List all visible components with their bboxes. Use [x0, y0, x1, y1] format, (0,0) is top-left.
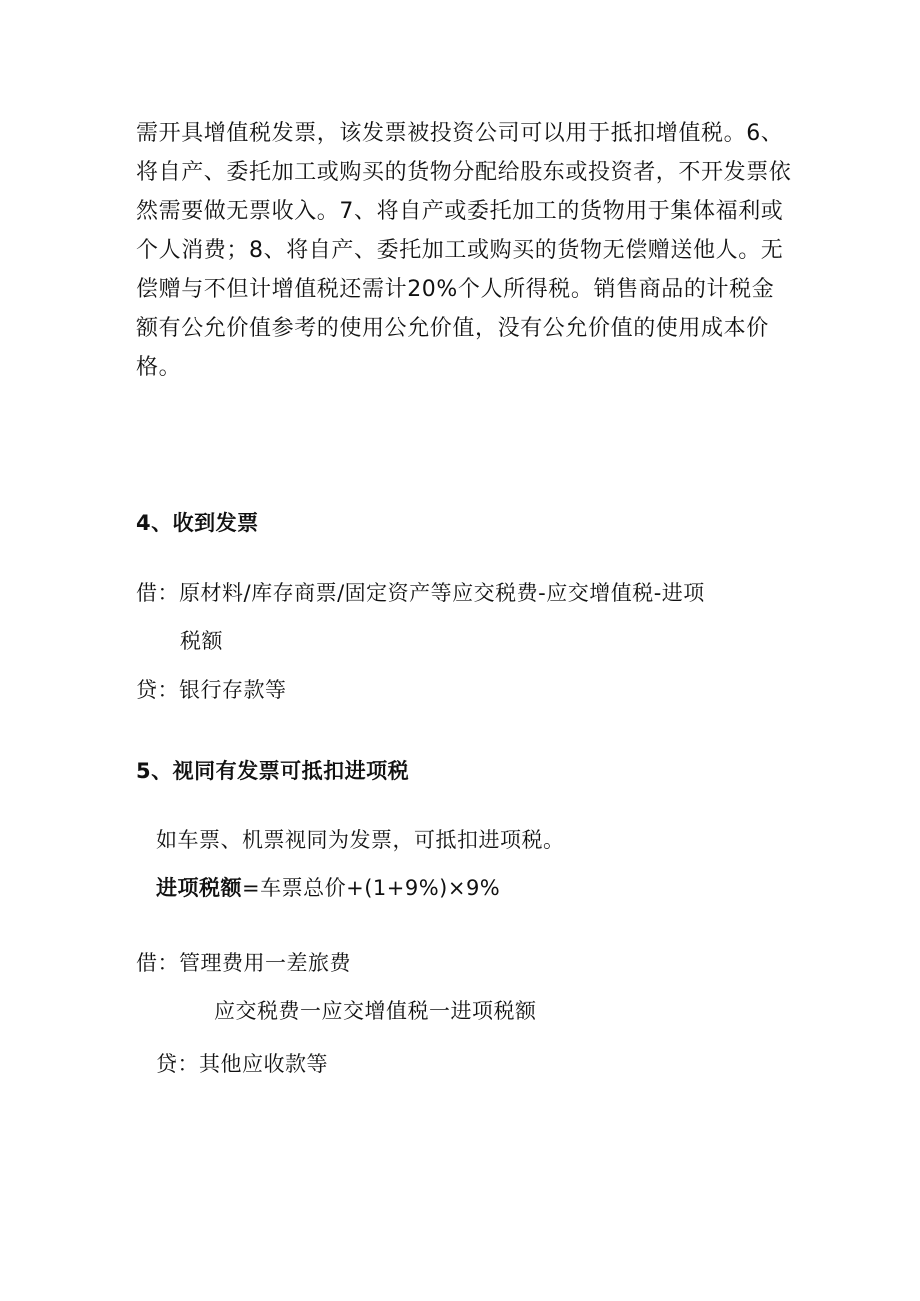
section-5-description: 如车票、机票视同为发票，可抵扣进项税。 [156, 828, 565, 852]
section-5-debit-line: 借：管理费用一差旅费 [136, 951, 351, 975]
section-5-credit-line: 贷：其他应收款等 [156, 1052, 328, 1076]
section-5-formula [156, 873, 500, 903]
section-4-heading: 4、收到发票 [136, 511, 259, 535]
formula-label: 进项税额 [156, 876, 242, 900]
section-5-heading: 5、视同有发票可抵扣进项税 [136, 759, 410, 783]
section-5-debit-continuation: 应交税费一应交增值税一进项税额 [214, 999, 537, 1023]
formula-expression: =车票总价+(1+9%)×9% [242, 876, 501, 900]
section-4-credit-line: 贷：银行存款等 [136, 678, 287, 702]
intro-paragraph: 需开具增值税发票，该发票被投资公司可以用于抵扣增值税。6、将自产、委托加工或购买的货物分配给股东或投资者，不开发票依然需要做无票收入。7、将自产或委托加工的货物用于集体福利或个人消费；8、将自产、委托加工或购买的货物无偿赠送他人。无偿赠与不但计增值税还需计20%个人所得税。销售商品的计税金额有公允价值参考的使用公允价值，没有公允价值的使用成本价格。 [136, 121, 792, 380]
section-4-debit-line: 借：原材料/库存商票/固定资产等应交税费-应交增值税-进项 [136, 581, 705, 605]
section-4-debit-continuation: 税额 [180, 629, 223, 653]
